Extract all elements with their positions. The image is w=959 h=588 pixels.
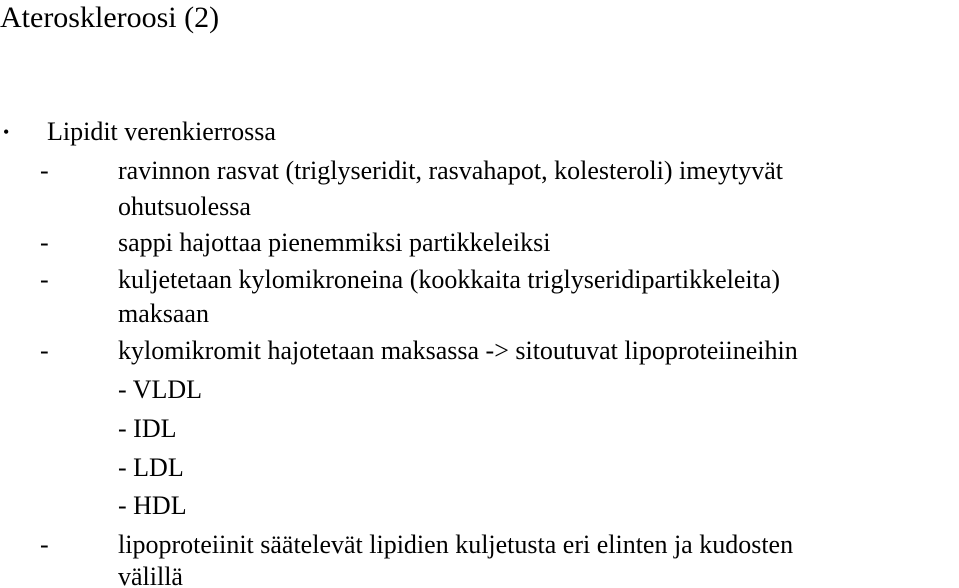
- list-item: [0, 228, 959, 258]
- sub-list-item: [0, 491, 959, 521]
- sub-list-item-text: - LDL: [118, 453, 184, 482]
- list-item-text: lipoproteiinit säätelevät lipidien kuljetusta eri elinten ja kudosten: [118, 530, 794, 559]
- list-item: [0, 530, 959, 560]
- dash-marker: -: [40, 228, 49, 257]
- list-item: [0, 299, 959, 329]
- dash-marker: -: [40, 530, 49, 559]
- list-item-text: ravinnon rasvat (triglyseridit, rasvahapot, kolesteroli) imeytyvät: [118, 156, 783, 185]
- page-title: Ateroskleroosi (2): [0, 1, 220, 34]
- list-item: [0, 192, 959, 222]
- sub-list-item: [0, 453, 959, 483]
- sub-list-item: [0, 375, 959, 405]
- list-item-text: välillä: [118, 562, 183, 588]
- bullet-heading: Lipidit verenkierrossa: [47, 117, 276, 146]
- sub-list-item-text: - HDL: [118, 491, 187, 520]
- list-item: [0, 336, 959, 366]
- sub-list-item-text: - IDL: [118, 414, 177, 443]
- dash-marker: -: [40, 156, 49, 185]
- list-item-text: kuljetetaan kylomikroneina (kookkaita triglyseridipartikkeleita): [118, 265, 781, 294]
- dash-marker: -: [40, 265, 49, 294]
- dash-marker: -: [40, 336, 49, 365]
- list-item-text: sappi hajottaa pienemmiksi partikkeleiksi: [118, 228, 551, 257]
- bullet-icon: •: [3, 122, 10, 142]
- bullet-heading-row: [0, 117, 959, 147]
- sub-list-item: [0, 414, 959, 444]
- list-item: [0, 156, 959, 186]
- list-item: [0, 562, 959, 588]
- sub-list-item-text: - VLDL: [118, 375, 203, 404]
- list-item-text: ohutsuolessa: [118, 192, 251, 221]
- list-item: [0, 265, 959, 295]
- list-item-text: maksaan: [118, 299, 209, 328]
- list-item-text: kylomikromit hajotetaan maksassa -> sitoutuvat lipoproteiineihin: [118, 336, 798, 365]
